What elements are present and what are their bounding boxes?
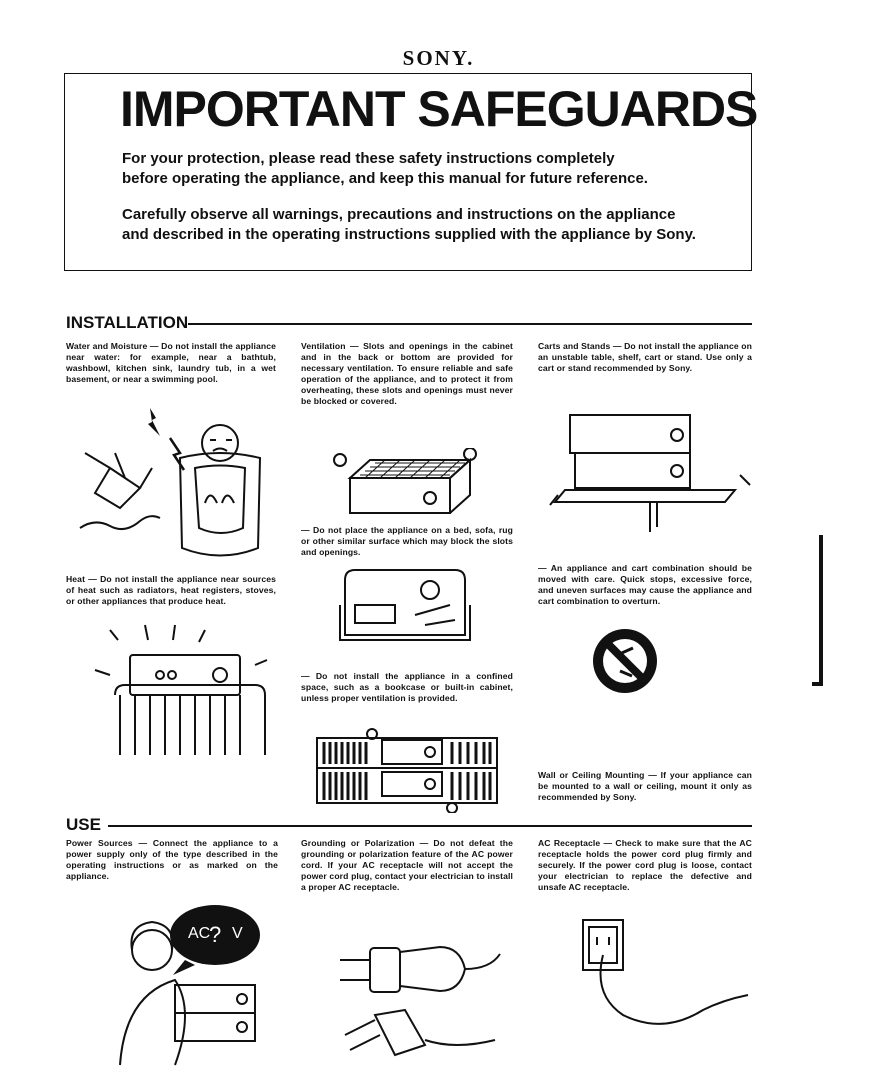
bubble-question-text: ? <box>209 922 222 947</box>
use-heading: USE <box>66 815 101 834</box>
water-illustration <box>70 408 275 568</box>
grounding-text: Grounding or Polarization — Do not defeat the grounding or polarization feature of the AC power cord. If your AC receptacle will not accept the power cord plug, contact your electrician to install a proper AC receptacle. <box>301 838 513 892</box>
intro-line-4: and described in the operating instructions supplied with the appliance by Sony. <box>122 226 696 243</box>
cart-overturn-icon <box>590 626 660 696</box>
cart-combination-text: — An appliance and cart combination should be moved with care. Quick stops, excessive force, and uneven surfaces may cause the appliance and cart combination to overturn. <box>538 563 752 606</box>
ac-receptacle-text: AC Receptacle — Check to make sure that the AC receptacle holds the power cord plug firmly and securely. If the power cord plug is loose, contact your electrician to replace the defective and unsafe AC receptacle. <box>538 838 752 892</box>
page-title: IMPORTANT SAFEGUARDS <box>120 81 758 137</box>
intro-line-1: For your protection, please read these safety instructions completely <box>122 150 615 167</box>
power-source-illustration <box>110 890 270 1080</box>
brand-logo: SONY. <box>402 46 475 70</box>
heat-illustration <box>90 620 270 760</box>
bed-sofa-text: — Do not place the appliance on a bed, sofa, rug or other similar surface which may block the slots and openings. <box>301 525 513 557</box>
installation-rule <box>188 323 752 325</box>
sofa-illustration <box>335 565 475 645</box>
power-sources-text: Power Sources — Connect the appliance to a power supply only of the type described in the operating instructions or as marked on the appliance. <box>66 838 279 881</box>
bubble-ac-text: AC <box>188 925 211 942</box>
carts-stands-text: Carts and Stands — Do not install the appliance on an unstable table, shelf, cart or stand. Use only a cart or stand recommended by Sony. <box>538 341 753 373</box>
bubble-v-text: V <box>232 925 243 942</box>
ventilation-text: Ventilation — Slots and openings in the cabinet and in the back or bottom are provided for necessary ventilation. To ensure reliable and safe operation of the appliance, and to protect it from overheating, these slots and openings must never be blocked or covered. <box>301 341 513 406</box>
installation-heading: INSTALLATION <box>66 313 189 332</box>
margin-bracket-foot <box>812 682 823 686</box>
plug-illustration <box>335 940 505 1080</box>
intro-line-2: before operating the appliance, and keep this manual for future reference. <box>122 170 648 187</box>
confined-space-text: — Do not install the appliance in a confined space, such as a bookcase or built-in cabinet, unless proper ventilation is provided. <box>301 671 513 703</box>
cart-illustration <box>545 405 755 535</box>
water-moisture-text: Water and Moisture — Do not install the appliance near water: for example, near a bathtub, washbowl, kitchen sink, laundry tub, in a wet basement, or near a swimming pool. <box>66 341 276 384</box>
heat-text: Heat — Do not install the appliance near sources of heat such as radiators, heat registers, stoves, or other appliances that produce heat. <box>66 574 276 606</box>
ventilation-illustration <box>320 448 490 518</box>
receptacle-illustration <box>575 915 755 1045</box>
margin-bracket <box>819 535 823 685</box>
intro-line-3: Carefully observe all warnings, precautions and instructions on the appliance <box>122 206 676 223</box>
wall-ceiling-text: Wall or Ceiling Mounting — If your appliance can be mounted to a wall or ceiling, mount it only as recommended by Sony. <box>538 770 752 802</box>
use-rule <box>108 825 752 827</box>
bookcase-illustration <box>312 728 502 813</box>
